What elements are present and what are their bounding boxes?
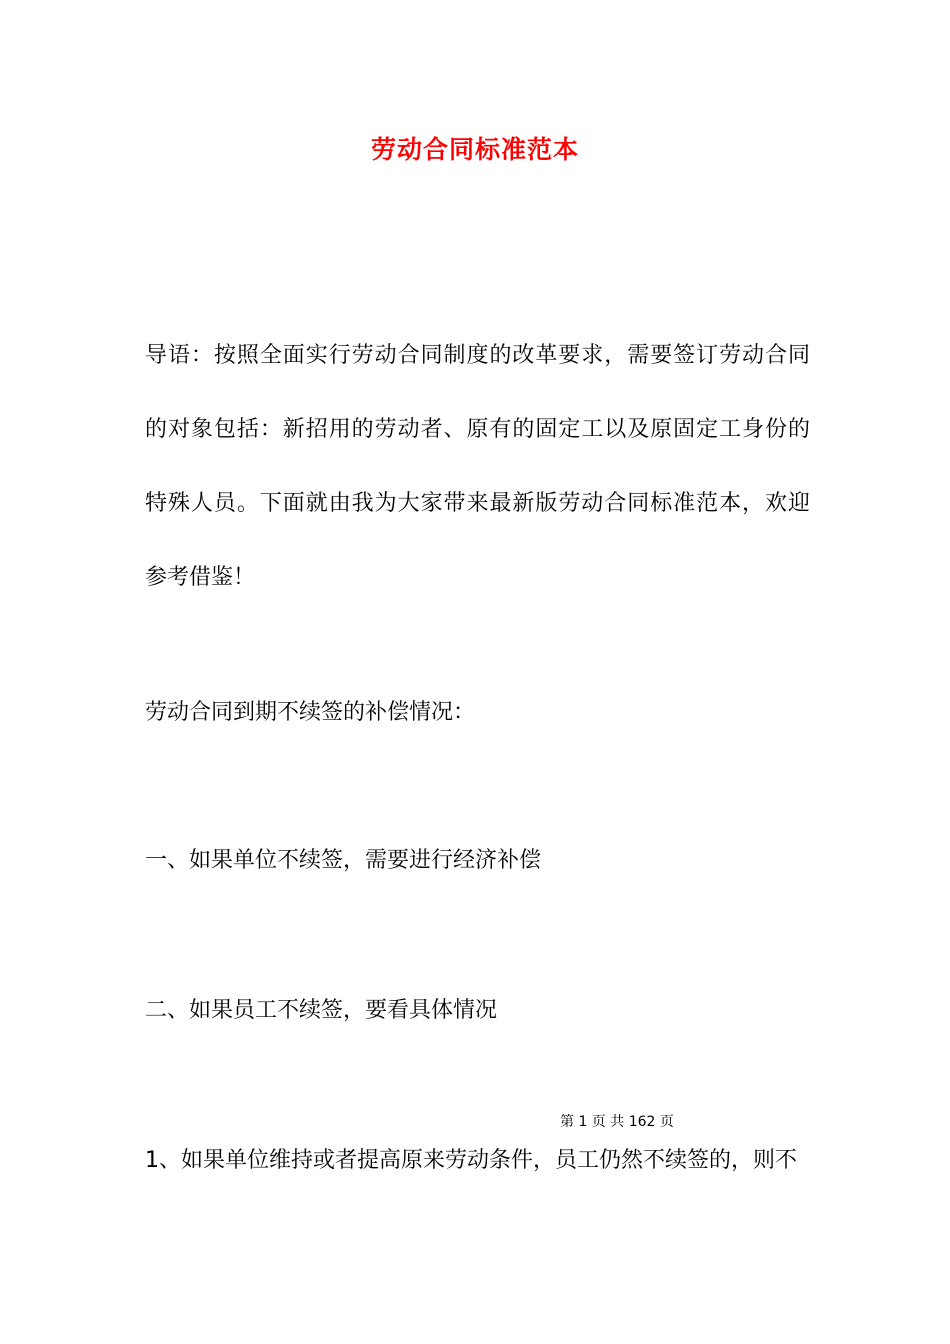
- document-title: 劳动合同标准范本: [370, 135, 579, 164]
- page-footer: 第 1 页 共 162 页: [560, 1114, 674, 1130]
- intro-line: 参考借鉴！: [145, 565, 256, 590]
- list-item: 二、如果员工不续签，要看具体情况: [145, 998, 498, 1023]
- intro-paragraph: [145, 319, 810, 615]
- section-heading: 劳动合同到期不续签的补偿情况：: [145, 700, 476, 725]
- intro-line: 特殊人员。下面就由我为大家带来最新版劳动合同标准范本，欢迎: [145, 491, 810, 516]
- intro-line: 的对象包括：新招用的劳动者、原有的固定工以及原固定工身份的: [145, 417, 810, 442]
- list-item: 1、如果单位维持或者提高原来劳动条件，员工仍然不续签的，则不: [145, 1148, 797, 1173]
- intro-line: 导语：按照全面实行劳动合同制度的改革要求，需要签订劳动合同: [145, 343, 810, 368]
- list-item: 一、如果单位不续签，需要进行经济补偿: [145, 848, 542, 873]
